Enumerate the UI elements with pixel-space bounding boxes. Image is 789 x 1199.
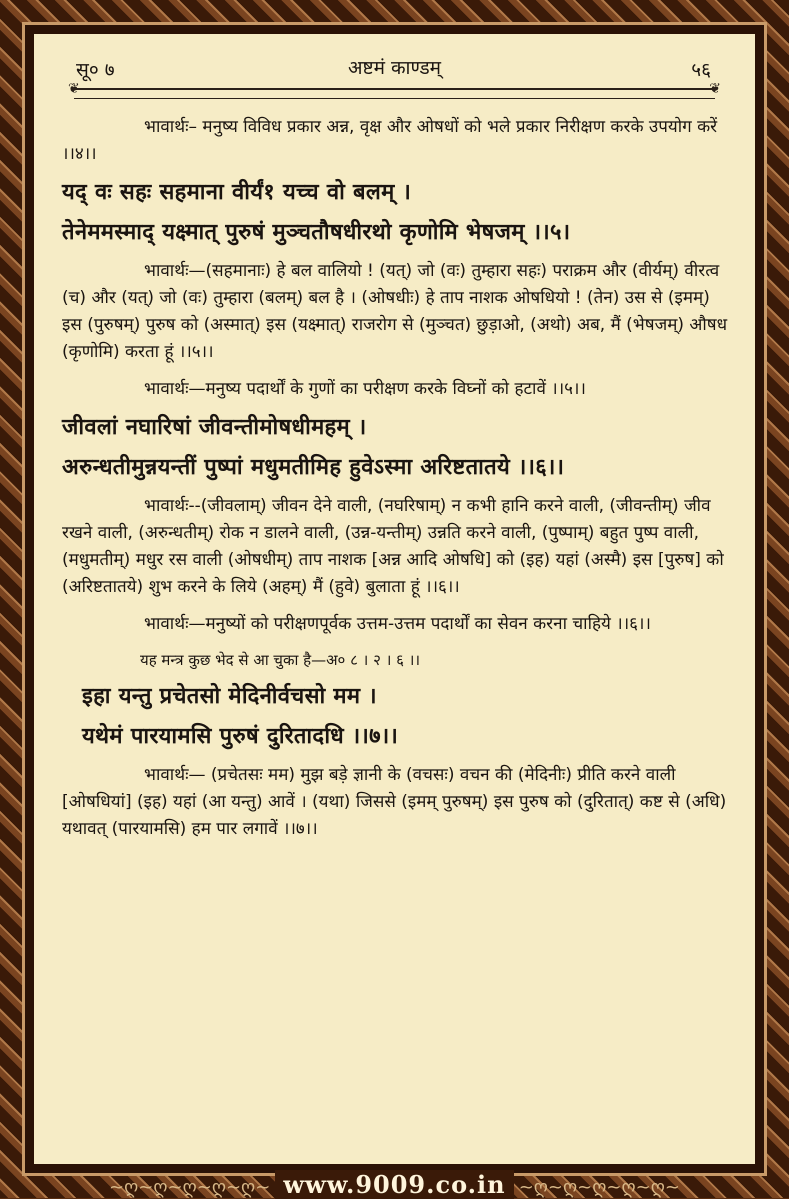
- footer: [0, 1166, 789, 1198]
- mantra-line: तेनेममस्माद् यक्ष्मात् पुरुषं मुञ्चतौषधीरथो कृणोमि भेषजम् ।।५।: [62, 220, 571, 245]
- page-number: ५६: [691, 59, 711, 81]
- rule-ornament-left-icon: ❦: [68, 81, 80, 97]
- commentary-paragraph: भावार्थः—(सहमानाः) हे बल वालियो ! (यत्) जो (वः) तुम्हारा सहः) पराक्रम और (वीर्यम्) वीरत्व (च) और (यत्) जो (वः) तुम्हारा (बलम्) बल है । (ओषधीः) हे ताप नाशक ओषधियो ! (तेन) उस से (इमम्) इस (पुरुषम्) पुरुष को (अस्मात्) इस (यक्ष्मात्) राजरोग से (मुञ्चत) छुड़ाओ, (अथो) अब, मैं (भेषजम्) औषध (कृणोमि) करता हूं ।।५।।: [62, 261, 728, 362]
- mantra-line: यद् वः सहः सहमाना वीर्यं१ यच्च वो बलम् ।: [62, 180, 412, 205]
- mantra-line: इहा यन्तु प्रचेतसो मेदिनीर्वचसो मम ।: [82, 684, 377, 709]
- website-watermark: www.9009.co.in: [275, 1170, 513, 1199]
- commentary-paragraph: भावार्थः– मनुष्य विविध प्रकार अन्न, वृक्ष और ओषधों को भले प्रकार निरीक्षण करके उपयोग करें ।।४।।: [62, 117, 718, 164]
- sutra-number: सू० ७: [76, 59, 115, 81]
- scroll-ornament-right-icon: ~ღ~ღ~ღ~ღ~ღ~: [518, 1177, 680, 1198]
- kanda-title: अष्टमं काण्डम्: [347, 57, 442, 79]
- scroll-ornament-left-icon: ~ღ~ღ~ღ~ღ~ღ~: [109, 1177, 271, 1198]
- page-header: [34, 34, 755, 80]
- page-content: [62, 114, 729, 853]
- book-page: [34, 34, 755, 1164]
- commentary-paragraph: भावार्थः— (प्रचेतसः मम) मुझ बड़े ज्ञानी के (वचसः) वचन की (मेदिनीः) प्रीति करने वाली [ओषधियां] (इह) यहां (आ यन्तु) आवें । (यथा) जिससे (इमम् पुरुषम्) इस पुरुष को (दुरितात्) कष्ट से (अधि) यथावत् (पारयामसि) हम पार लगावें ।।७।।: [62, 765, 727, 839]
- commentary-paragraph: भावार्थः—मनुष्य पदार्थों के गुणों का परीक्षण करके विघ्नों को हटावें ।।५।।: [144, 379, 586, 399]
- mantra-line: यथेमं पारयामसि पुरुषं दुरितादधि ।।७।।: [82, 724, 399, 749]
- header-rule: [68, 81, 721, 99]
- mantra-line: अरुन्धतीमुन्नयन्तीं पुष्पां मधुमतीमिह हुवेऽस्मा अरिष्टतातये ।।६।।: [62, 455, 565, 480]
- commentary-paragraph: भावार्थः—मनुष्यों को परीक्षणपूर्वक उत्तम-उत्तम पदार्थों का सेवन करना चाहिये ।।६।।: [144, 614, 651, 634]
- cross-reference-note: यह मन्त्र कुछ भेद से आ चुका है—अ० ८ । २ । ६ ।।: [140, 651, 421, 669]
- commentary-paragraph: भावार्थः--(जीवलाम्) जीवन देने वाली, (नघरिषाम्) न कभी हानि करने वाली, (जीवन्तीम्) जीव रखने वाली, (अरुन्धतीम्) रोक न डालने वाली, (उन्न-यन्तीम्) उन्नति करने वाली, (पुष्पाम्) बहुत पुष्प वाली, (मधुमतीम्) मधुर रस वाली (ओषधीम्) ताप नाशक [अन्न आदि ओषधि] को (इह) यहां (अस्मै) इस [पुरुष] को (अरिष्टतातये) शुभ करने के लिये (अहम्) मैं (हुवे) बुलाता हूं ।।६।।: [62, 496, 724, 597]
- mantra-line: जीवलां नघारिषां जीवन्तीमोषधीमहम् ।: [62, 415, 367, 440]
- rule-ornament-right-icon: ❦: [709, 81, 721, 97]
